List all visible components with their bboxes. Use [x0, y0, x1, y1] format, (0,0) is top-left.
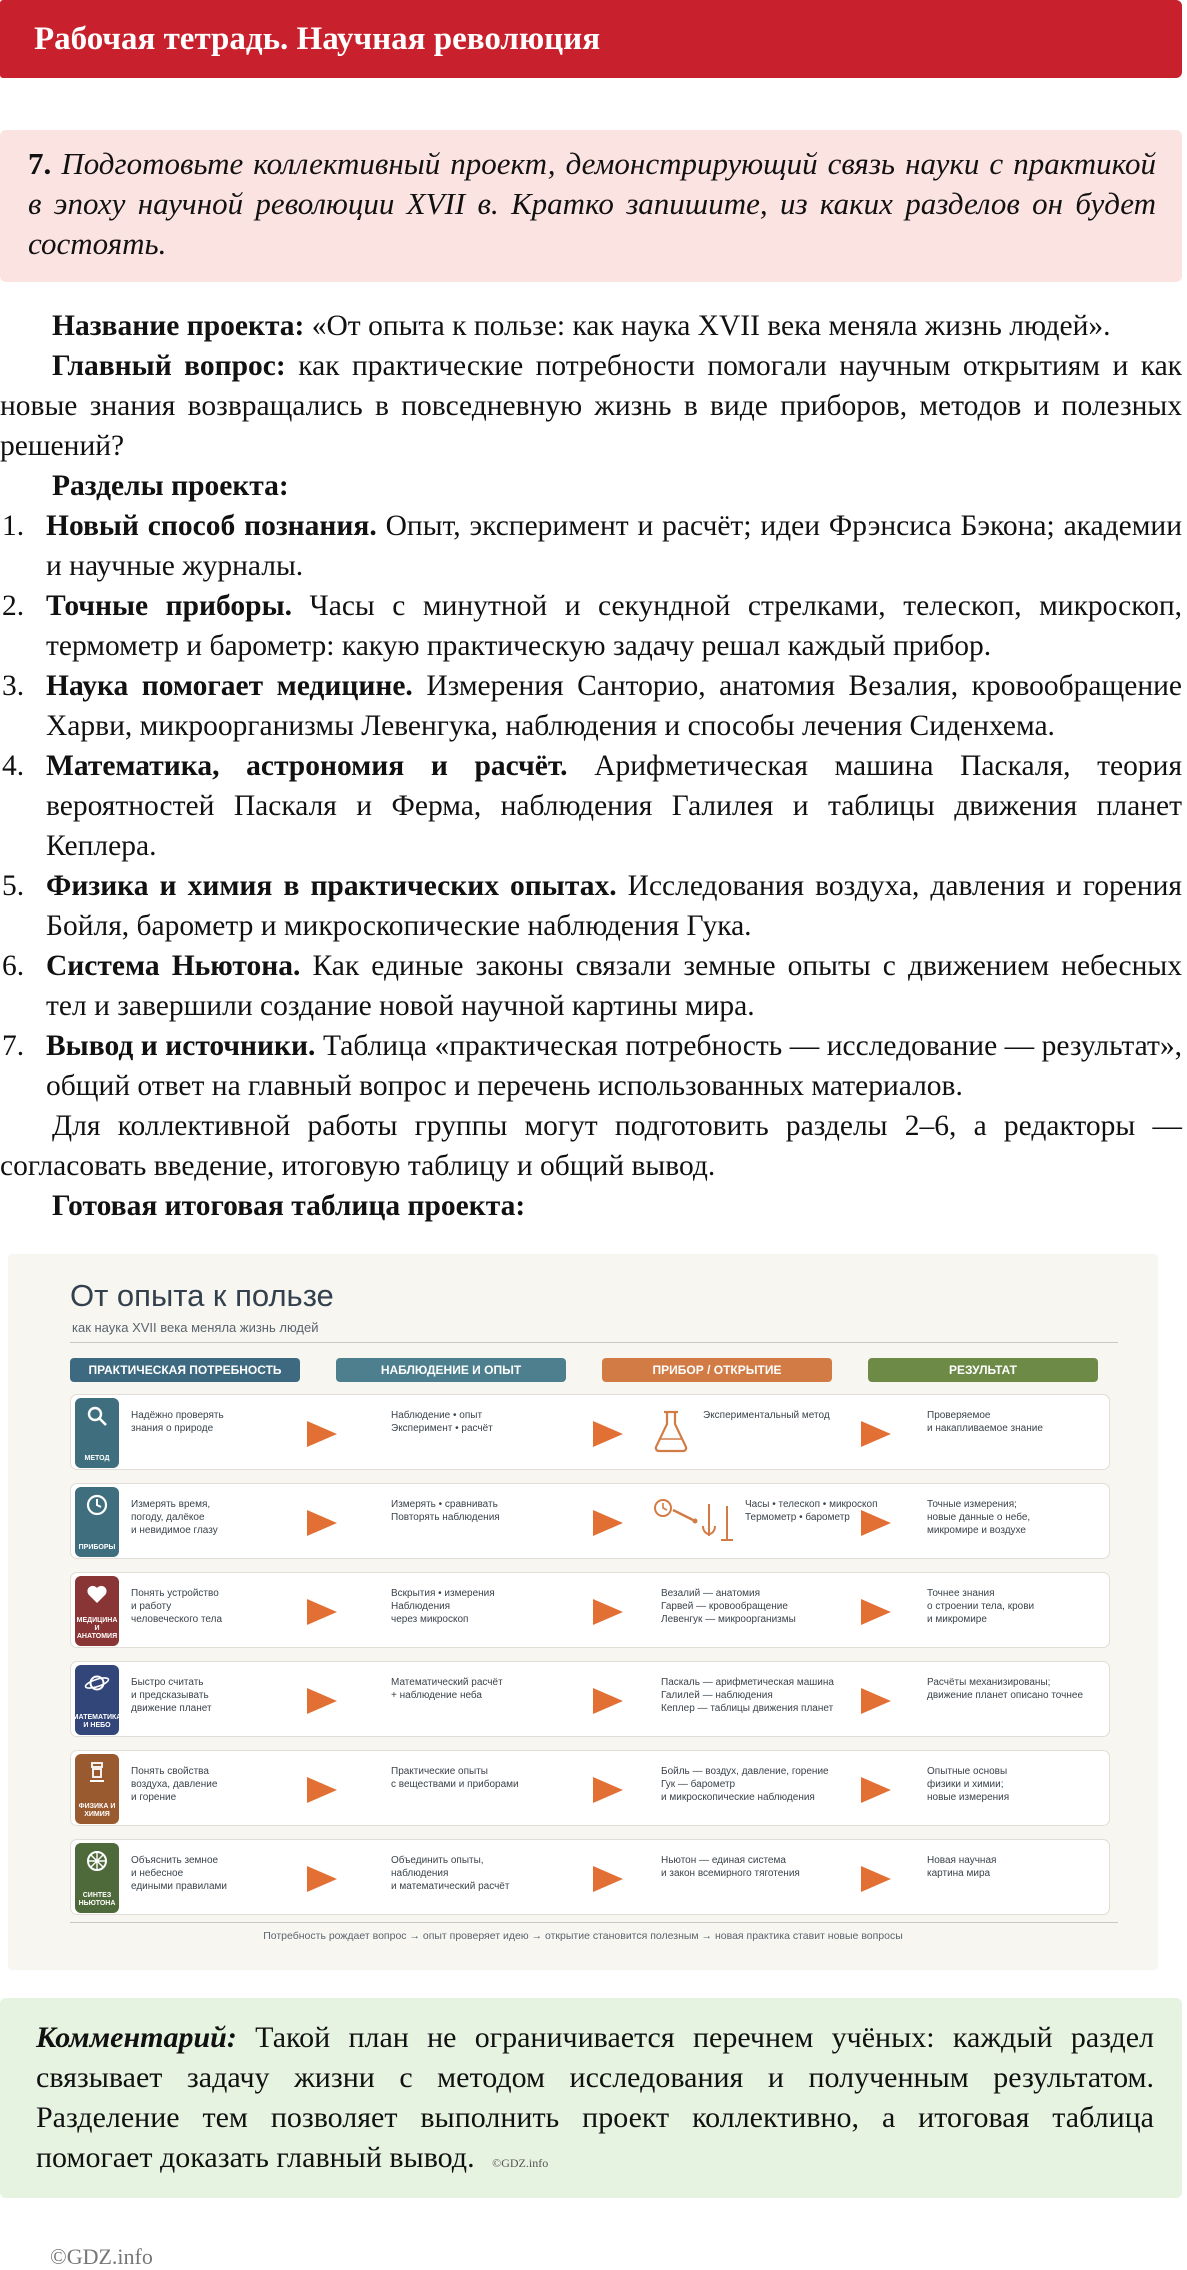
flask-icon [651, 1409, 691, 1458]
cell-result: Проверяемое и накапливаемое знание [927, 1410, 1043, 1434]
table-row [70, 1394, 1110, 1470]
list-item: 5. Физика и химия в практических опытах. Исследования воздуха, давления и горения Бойля, барометр и микроскопические наблюдения Гука. [2, 870, 1182, 942]
main-question-text: как практические потребности помогали научным открытиям и как новые знания возвращались в повседневную жизнь в виде приборов, методов и полезных решений? [0, 350, 1183, 462]
table-row [70, 1839, 1110, 1915]
row-category-label: ПРИБОРЫ [78, 1544, 116, 1551]
task-text: Подготовьте коллективный проект, демонстрирующий связь науки с практикой в эпоху научной революции XVII в. Кратко запишите, из каких разделов он будет состоять. [28, 146, 1156, 261]
arrow-icon [861, 1599, 891, 1625]
row-category-tag [75, 1398, 119, 1468]
column-header-device: ПРИБОР / ОТКРЫТИЕ [602, 1358, 832, 1382]
cell-device: Экспериментальный метод [703, 1410, 830, 1421]
row-category-tag [75, 1576, 119, 1646]
arrow-icon [861, 1777, 891, 1803]
list-item: 3. Наука помогает медицине. Измерения Санторио, анатомия Везалия, кровообращение Харви, микроорганизмы Левенгука, наблюдения и способы лечения Сиденхема. [2, 670, 1182, 742]
comment-box [0, 1998, 1182, 2198]
column-header-need: ПРАКТИЧЕСКАЯ ПОТРЕБНОСТЬ [70, 1358, 300, 1382]
arrow-icon [307, 1688, 337, 1714]
row-category-tag [72, 1665, 122, 1735]
cell-observe: Математический расчёт + наблюдение неба [391, 1677, 503, 1701]
sections-heading: Разделы проекта: [52, 470, 289, 502]
cell-need: Объяснить земное и небесное едиными правилами [131, 1855, 228, 1892]
divider [70, 1342, 1118, 1343]
list-item: 4. Математика, астрономия и расчёт. Арифметическая машина Паскаля, теория вероятностей Паскаля и Ферма, наблюдения Галилея и таблицы движения планет Кеплера. [2, 750, 1183, 862]
project-name-label: Название проекта: [52, 310, 305, 342]
row-category-tag [75, 1487, 119, 1557]
row-category-label: МЕТОД [84, 1455, 110, 1462]
row-category-label: ФИЗИКА И ХИМИЯ [78, 1803, 116, 1818]
arrow-icon [593, 1421, 623, 1447]
page-header [0, 0, 1182, 78]
arrow-icon [861, 1866, 891, 1892]
main-question-label: Главный вопрос: [52, 350, 286, 382]
cell-result: Опытные основы физики и химии; новые измерения [927, 1766, 1010, 1803]
main-question-paragraph [0, 346, 1182, 466]
comment-text: Такой план не ограничивается перечнем учёных: каждый раздел связывает задачу жизни с методом исследования и полученным результатом. Разделение тем позволяет выполнить проект коллективно, а итоговая таблица помогает доказать главный вывод. [36, 2021, 1154, 2174]
arrow-icon [307, 1599, 337, 1625]
infographic-subtitle: как наука XVII века меняла жизнь людей [72, 1320, 319, 1335]
cell-device: Ньютон — единая система и закон всемирного тяготения [661, 1855, 800, 1879]
divider [70, 1922, 1118, 1923]
table-row [70, 1750, 1110, 1826]
infographic-caption: Потребность рождает вопрос → опыт проверяет идею → открытие становится полезным → новая практика ставит новые вопросы [263, 1930, 903, 1942]
column-header-result: РЕЗУЛЬТАТ [868, 1358, 1098, 1382]
comment-watermark: ©GDZ.info [492, 2156, 549, 2170]
arrow-icon [593, 1599, 623, 1625]
row-category-tag [75, 1754, 119, 1824]
cell-need: Понять свойства воздуха, давление и горение [131, 1766, 218, 1803]
task-box [0, 130, 1182, 282]
summary-infographic [8, 1254, 1158, 1970]
cell-result: Точнее знания о строении тела, крови и микромире [927, 1588, 1035, 1625]
arrow-icon [307, 1777, 337, 1803]
arrow-icon [593, 1777, 623, 1803]
cell-need: Быстро считать и предсказывать движение планет [131, 1677, 212, 1714]
heart-icon [85, 1582, 109, 1611]
cell-observe: Измерять • сравнивать Повторять наблюдения [391, 1499, 500, 1523]
cell-need: Понять устройство и работу человеческого тела [131, 1588, 223, 1625]
page-title: Рабочая тетрадь. Научная революция [34, 20, 601, 57]
cell-observe: Объединить опыты, наблюдения и математический расчёт [391, 1855, 510, 1892]
lab-stand-icon [85, 1760, 109, 1789]
list-item: 6. Система Ньютона. Как единые законы связали земные опыты с движением небесных тел и завершили создание новой научной картины мира. [2, 950, 1182, 1022]
arrow-icon [307, 1421, 337, 1447]
list-item: 2. Точные приборы. Часы с минутной и секундной стрелками, телескоп, микроскоп, термометр и барометр: какую практическую задачу решал каждый прибор. [2, 590, 1182, 662]
infographic-title: От опыта к пользе [70, 1278, 334, 1313]
task-number: 7. [28, 146, 52, 181]
cell-device: Везалий — анатомия Гарвей — кровообращение Левенгук — микроорганизмы [661, 1588, 796, 1625]
row-category-label: МАТЕМАТИКА И НЕБО [72, 1714, 122, 1729]
cell-device: Бойль — воздух, давление, горение Гук — барометр и микроскопические наблюдения [661, 1766, 829, 1803]
project-name-paragraph [0, 306, 1182, 346]
planet-icon [84, 1671, 110, 1700]
comment-label: Комментарий: [36, 2021, 237, 2054]
table-row [70, 1661, 1110, 1737]
clock-icon [85, 1493, 109, 1522]
arrow-icon [593, 1866, 623, 1892]
row-category-label: СИНТЕЗ НЬЮТОНА [78, 1892, 116, 1907]
row-category-label: МЕДИЦИНА И АНАТОМИЯ [76, 1617, 118, 1640]
arrow-icon [861, 1688, 891, 1714]
sections-list [0, 506, 1182, 1106]
arrow-icon [861, 1421, 891, 1447]
arrow-icon [307, 1866, 337, 1892]
cell-need: Надёжно проверять знания о природе [131, 1410, 224, 1434]
arrow-icon [593, 1510, 623, 1536]
arrow-icon [307, 1510, 337, 1536]
cell-device: Паскаль — арифметическая машина Галилей — наблюдения Кеплер — таблицы движения планет [661, 1677, 834, 1714]
group-work-paragraph: Для коллективной работы группы могут подготовить разделы 2–6, а редакторы — согласовать введение, итоговую таблицу и общий вывод. [0, 1110, 1182, 1182]
magnifier-icon [85, 1404, 109, 1433]
project-name-text: «От опыта к пользе: как наука XVII века меняла жизнь людей». [311, 310, 1111, 342]
cell-observe: Вскрытия • измерения Наблюдения через микроскоп [391, 1588, 495, 1625]
cell-need: Измерять время, погоду, далёкое и невидимое глазу [131, 1499, 218, 1536]
answer-body [0, 306, 1182, 1226]
arrow-icon [593, 1688, 623, 1714]
column-header-observe: НАБЛЮДЕНИЕ И ОПЫТ [336, 1358, 566, 1382]
cell-observe: Практические опыты с веществами и приборами [391, 1766, 519, 1790]
footer-copyright: ©GDZ.info [50, 2244, 153, 2269]
table-row [70, 1572, 1110, 1648]
cell-result: Расчёты механизированы; движение планет описано точнее [927, 1677, 1084, 1701]
cell-device: Часы • телескоп • микроскоп Термометр • барометр [745, 1499, 878, 1523]
arrow-icon [861, 1510, 891, 1536]
cell-result: Точные измерения; новые данные о небе, микромире и воздухе [927, 1499, 1031, 1536]
cell-observe: Наблюдение • опыт Эксперимент • расчёт [391, 1410, 493, 1434]
list-item: 7. Вывод и источники. Таблица «практическая потребность — исследование — результат», общий ответ на главный вопрос и перечень использованных материалов. [2, 1030, 1183, 1102]
instruments-icon [649, 1496, 739, 1551]
wheel-icon [85, 1849, 109, 1878]
list-item: 1. Новый способ познания. Опыт, эксперимент и расчёт; идеи Фрэнсиса Бэкона; академии и научные журналы. [2, 510, 1182, 582]
row-category-tag [75, 1843, 119, 1913]
cell-result: Новая научная картина мира [927, 1855, 997, 1879]
table-heading: Готовая итоговая таблица проекта: [52, 1190, 526, 1222]
table-row [70, 1483, 1110, 1559]
